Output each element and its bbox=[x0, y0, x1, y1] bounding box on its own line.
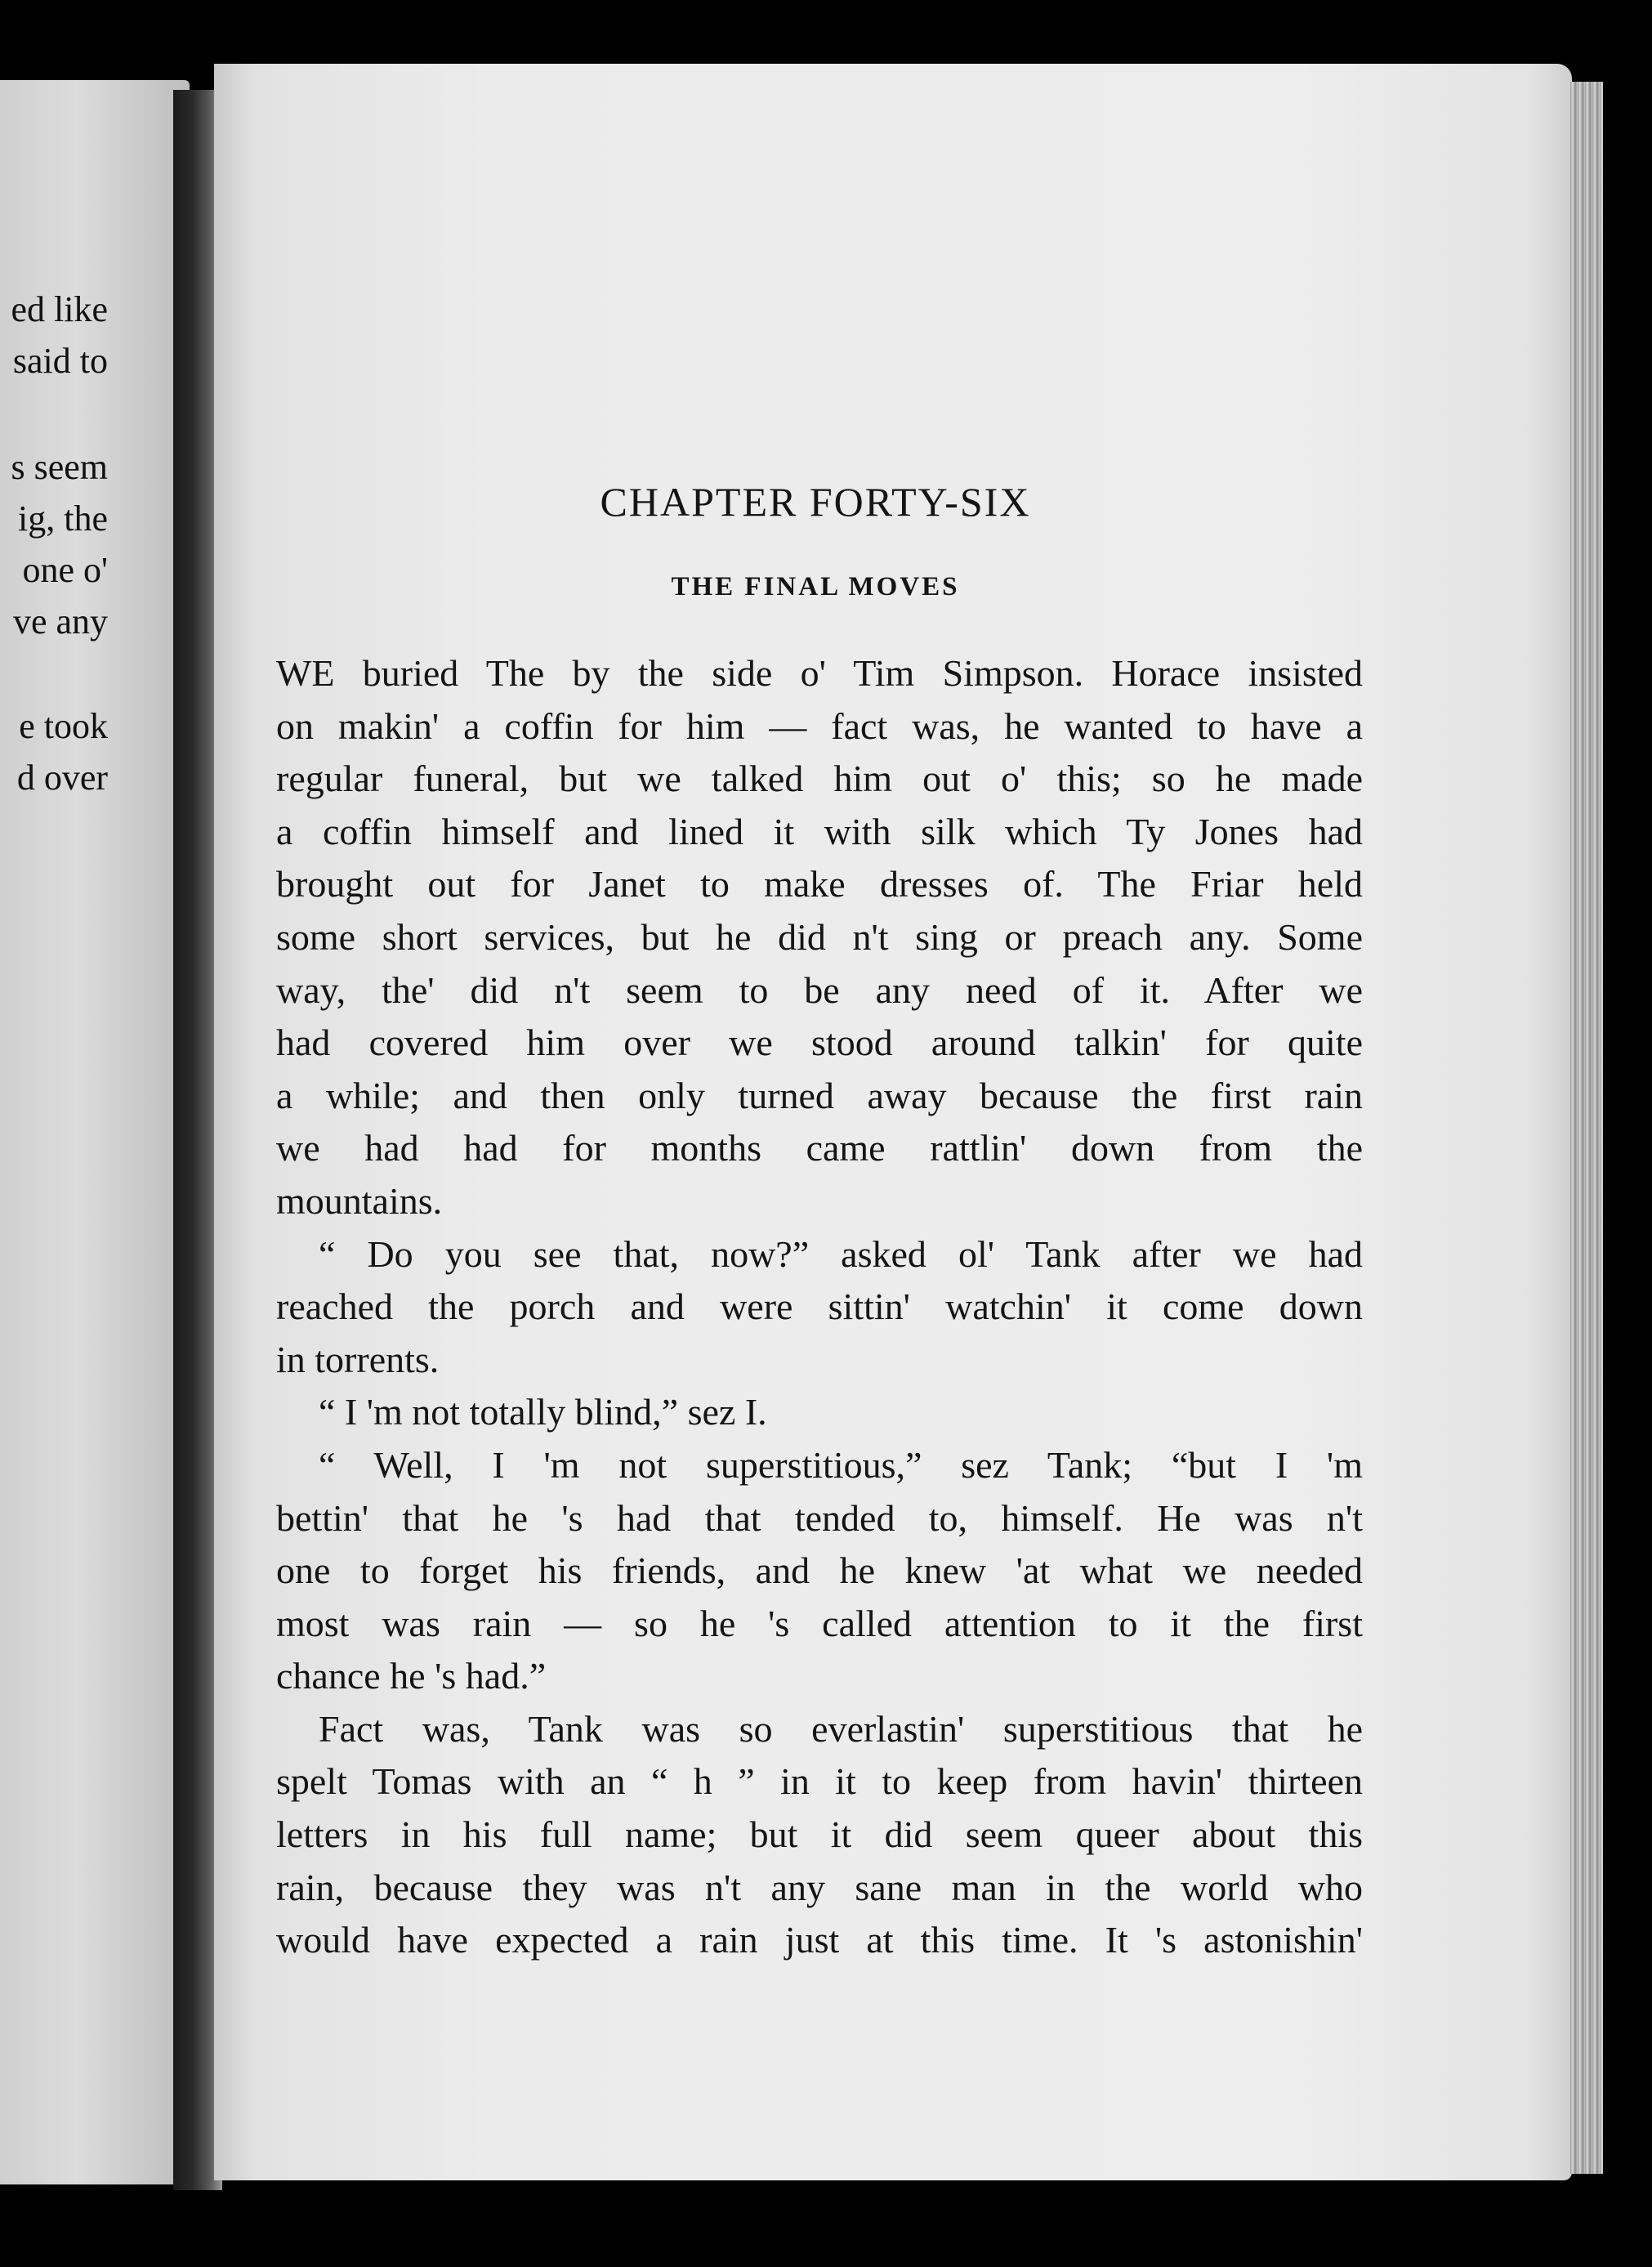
text-line: bettin' that he 's had that tended to, himself. He was n't bbox=[276, 1496, 1363, 1539]
text-line: we had had for months came rattlin' down from the bbox=[276, 1127, 1363, 1169]
left-fragment: said to bbox=[12, 341, 108, 381]
chapter-subtitle: THE FINAL MOVES bbox=[671, 572, 960, 601]
chapter-title: CHAPTER FORTY-SIX bbox=[600, 479, 1031, 525]
text-line: on makin' a coffin for him — fact was, he wanted to have a bbox=[276, 704, 1363, 747]
text-line: had covered him over we stood around talkin' for quite bbox=[276, 1022, 1363, 1064]
body-text bbox=[276, 647, 1363, 1967]
text-line: chance he 's had.” bbox=[276, 1655, 547, 1697]
text-line: “ Well, I 'm not superstitious,” sez Tank; “but I 'm bbox=[319, 1443, 1363, 1486]
text-line: “ Do you see that, now?” asked ol' Tank after we had bbox=[319, 1232, 1363, 1275]
text-line: a while; and then only turned away because the first rain bbox=[276, 1074, 1363, 1116]
left-fragment: s seem bbox=[11, 447, 108, 487]
left-fragment: d over bbox=[16, 758, 108, 798]
text-line: some short services, but he did n't sing or preach any. Some bbox=[276, 915, 1363, 958]
text-line: letters in his full name; but it did seem queer about this bbox=[276, 1813, 1363, 1856]
text-line: WE buried The by the side o' Tim Simpson. Horace insisted bbox=[276, 652, 1363, 694]
left-fragment: one o' bbox=[22, 550, 108, 590]
text-line: in torrents. bbox=[276, 1338, 440, 1380]
left-fragment: ed like bbox=[11, 289, 108, 329]
text-line: a coffin himself and lined it with silk which Ty Jones had bbox=[276, 810, 1363, 852]
text-line: most was rain — so he 's called attention to it the first bbox=[276, 1602, 1363, 1644]
text-line: rain, because they was n't any sane man in the world who bbox=[276, 1866, 1363, 1908]
text-line: mountains. bbox=[276, 1179, 443, 1222]
left-fragment: e took bbox=[19, 706, 108, 746]
left-fragment: ve any bbox=[12, 601, 108, 642]
text-line: regular funeral, but we talked him out o' this; so he made bbox=[276, 758, 1363, 800]
left-facing-page bbox=[0, 80, 190, 2184]
text-line: reached the porch and were sittin' watchin' it come down bbox=[276, 1286, 1363, 1328]
text-line: spelt Tomas with an “ h ” in it to keep from havin' thirteen bbox=[276, 1760, 1363, 1803]
page-edges bbox=[1570, 82, 1603, 2174]
text-line: “ I 'm not totally blind,” sez I. bbox=[319, 1391, 767, 1433]
text-line: way, the' did n't seem to be any need of it. After we bbox=[276, 968, 1363, 1011]
text-line: one to forget his friends, and he knew 'at what we needed bbox=[276, 1549, 1363, 1592]
text-line: would have expected a rain just at this time. It 's astonishin' bbox=[276, 1919, 1363, 1961]
text-line: Fact was, Tank was so everlastin' superstitious that he bbox=[319, 1707, 1363, 1750]
left-fragment: ig, the bbox=[18, 499, 108, 539]
text-line: brought out for Janet to make dresses of. The Friar held bbox=[276, 863, 1363, 905]
